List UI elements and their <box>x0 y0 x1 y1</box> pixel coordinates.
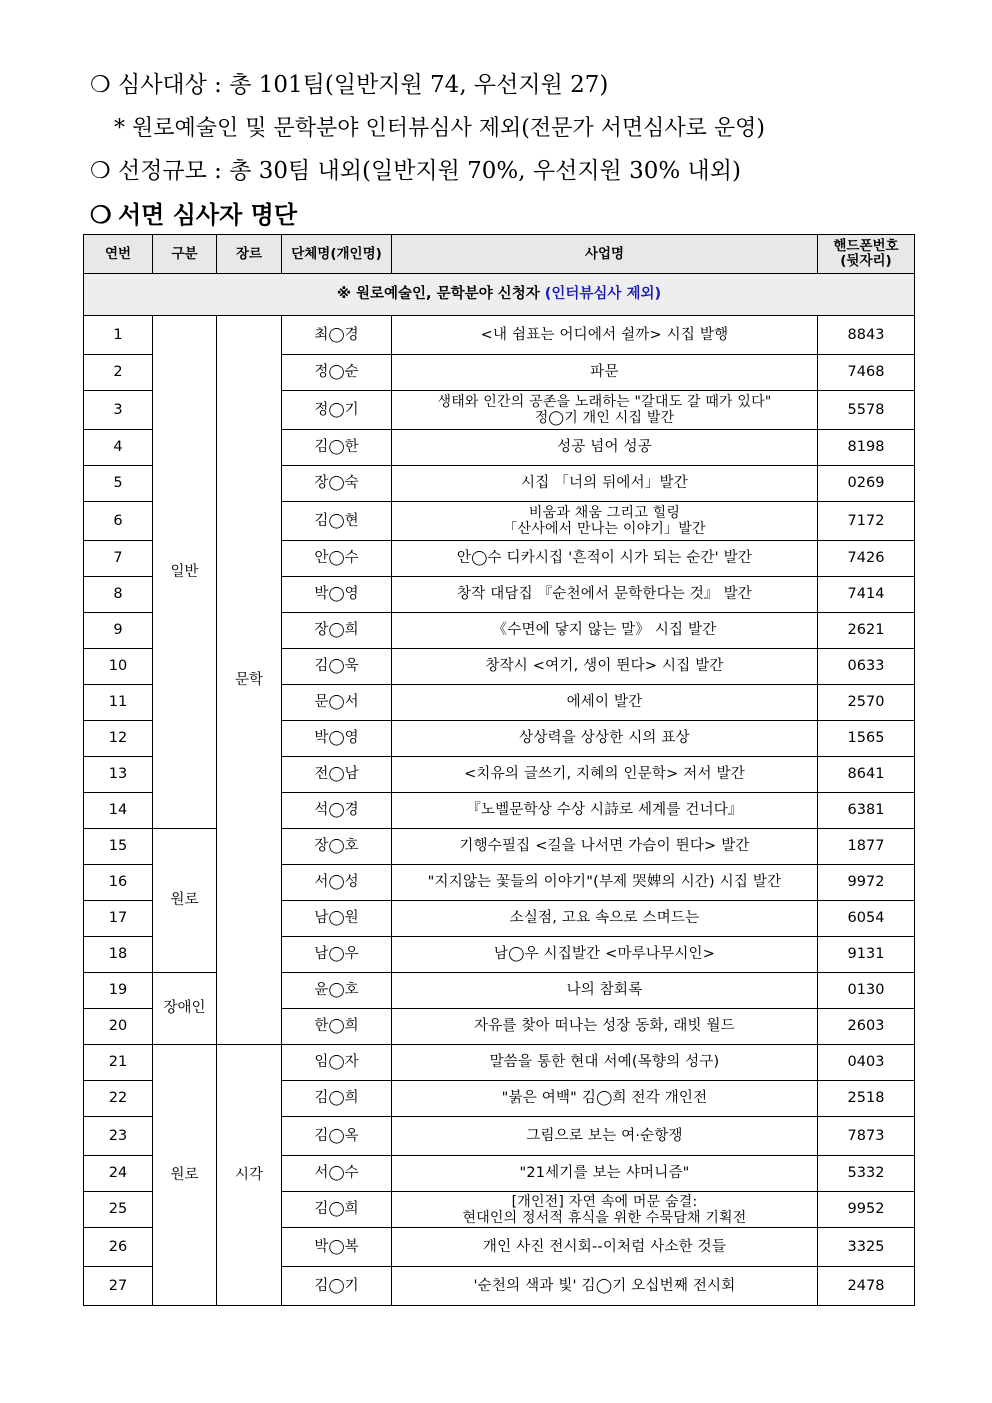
row-project: 상상력을 상상한 시의 표상 <box>392 721 818 757</box>
row-project: 말씀을 통한 현대 서예(목향의 성구) <box>392 1045 818 1081</box>
row-project <box>392 391 818 430</box>
row-name: 전◯남 <box>282 757 392 793</box>
row-name: 임◯자 <box>282 1045 392 1081</box>
row-no: 8 <box>84 577 153 613</box>
table-row <box>84 316 915 355</box>
row-project: 창작시 <여기, 생이 뛴다> 시집 발간 <box>392 649 818 685</box>
section-note-prefix: ※ 원로예술인, 문학분야 신청자 <box>336 286 545 302</box>
row-name: 안◯수 <box>282 541 392 577</box>
row-name: 서◯수 <box>282 1156 392 1192</box>
row-project: 창작 대담집 『순천에서 문학한다는 것』 발간 <box>392 577 818 613</box>
row-name: 김◯옥 <box>282 1117 392 1156</box>
row-no: 6 <box>84 502 153 541</box>
row-name: 박◯영 <box>282 577 392 613</box>
selection-scale-line <box>90 150 950 193</box>
row-project: 남◯우 시집발간 <마루나무시인> <box>392 937 818 973</box>
row-name: 김◯욱 <box>282 649 392 685</box>
row-phone: 0403 <box>818 1045 915 1081</box>
row-phone: 7873 <box>818 1117 915 1156</box>
row-phone: 6054 <box>818 901 915 937</box>
section-row <box>84 274 915 316</box>
row-no: 18 <box>84 937 153 973</box>
row-phone: 8198 <box>818 430 915 466</box>
row-project: 나의 참회록 <box>392 973 818 1009</box>
row-project-line2: 현대인의 정서적 휴식을 위한 수묵담채 기획전 <box>462 1209 747 1226</box>
row-no: 9 <box>84 613 153 649</box>
category-elder: 원로 <box>153 829 217 973</box>
reviewer-list-heading <box>90 193 950 236</box>
row-project-line1: 생태와 인간의 공존을 노래하는 "갈대도 갈 때가 있다" <box>437 394 772 410</box>
row-project: "21세기를 보는 샤머니즘" <box>392 1156 818 1192</box>
row-no: 19 <box>84 973 153 1009</box>
review-target-text: 심사대상 : 총 101팀(일반지원 74, 우선지원 27) <box>118 72 609 98</box>
row-no: 1 <box>84 316 153 355</box>
row-no: 7 <box>84 541 153 577</box>
row-project: 개인 사진 전시회--이처럼 사소한 것들 <box>392 1228 818 1267</box>
row-phone: 7172 <box>818 502 915 541</box>
row-no: 23 <box>84 1117 153 1156</box>
row-project: 성공 넘어 성공 <box>392 430 818 466</box>
row-name: 김◯현 <box>282 502 392 541</box>
row-phone: 0269 <box>818 466 915 502</box>
circle-bullet-icon: ❍ <box>90 72 111 98</box>
row-project: 에세이 발간 <box>392 685 818 721</box>
row-project: 자유를 찾아 떠나는 성장 동화, 래빗 월드 <box>392 1009 818 1045</box>
row-project-line1: 비움과 채움 그리고 힐링 <box>528 505 681 521</box>
header-project: 사업명 <box>392 235 818 274</box>
category-general: 일반 <box>153 316 217 829</box>
row-no: 10 <box>84 649 153 685</box>
row-no: 14 <box>84 793 153 829</box>
row-name: 박◯영 <box>282 721 392 757</box>
row-phone: 7426 <box>818 541 915 577</box>
row-name: 장◯숙 <box>282 466 392 502</box>
row-phone: 2478 <box>818 1267 915 1306</box>
row-phone: 1565 <box>818 721 915 757</box>
row-phone: 9131 <box>818 937 915 973</box>
row-project: 『노벨문학상 수상 시詩로 세계를 건너다』 <box>392 793 818 829</box>
row-no: 27 <box>84 1267 153 1306</box>
row-phone: 9952 <box>818 1192 915 1228</box>
bullet-list <box>90 64 950 236</box>
section-note-highlight: (인터뷰심사 제외) <box>544 286 662 302</box>
row-phone: 2621 <box>818 613 915 649</box>
row-name: 김◯희 <box>282 1081 392 1117</box>
row-no: 12 <box>84 721 153 757</box>
row-project: <치유의 글쓰기, 지혜의 인문학> 저서 발간 <box>392 757 818 793</box>
row-phone: 1877 <box>818 829 915 865</box>
row-no: 22 <box>84 1081 153 1117</box>
row-no: 17 <box>84 901 153 937</box>
header-phone-line1: 핸드폰번호 <box>833 238 899 254</box>
row-phone: 2603 <box>818 1009 915 1045</box>
row-project: 시집 「너의 뒤에서」발간 <box>392 466 818 502</box>
header-name: 단체명(개인명) <box>282 235 392 274</box>
row-name: 남◯원 <box>282 901 392 937</box>
row-project <box>392 1192 818 1228</box>
row-no: 16 <box>84 865 153 901</box>
row-name: 한◯희 <box>282 1009 392 1045</box>
row-no: 15 <box>84 829 153 865</box>
row-phone: 0633 <box>818 649 915 685</box>
selection-scale-text: 선정규모 : 총 30팀 내외(일반지원 70%, 우선지원 30% 내외) <box>118 158 741 184</box>
section-note <box>84 274 915 316</box>
row-phone: 3325 <box>818 1228 915 1267</box>
row-project-line2: 정◯기 개인 시집 발간 <box>534 410 675 426</box>
row-project-line1: [개인전] 자연 속에 머문 숨결: <box>511 1193 698 1210</box>
row-phone: 9972 <box>818 865 915 901</box>
table-row <box>84 973 915 1009</box>
table-row <box>84 1045 915 1081</box>
row-phone: 2518 <box>818 1081 915 1117</box>
row-no: 21 <box>84 1045 153 1081</box>
row-project: 그림으로 보는 여·순항쟁 <box>392 1117 818 1156</box>
header-phone <box>818 235 915 274</box>
row-no: 25 <box>84 1192 153 1228</box>
header-no: 연번 <box>84 235 153 274</box>
row-phone: 8843 <box>818 316 915 355</box>
row-name: 석◯경 <box>282 793 392 829</box>
row-name: 김◯한 <box>282 430 392 466</box>
row-no: 24 <box>84 1156 153 1192</box>
row-project-line2: 「산사에서 만나는 이야기」발간 <box>503 521 706 537</box>
row-name: 최◯경 <box>282 316 392 355</box>
row-phone: 5332 <box>818 1156 915 1192</box>
row-phone: 6381 <box>818 793 915 829</box>
row-phone: 7414 <box>818 577 915 613</box>
row-name: 정◯순 <box>282 355 392 391</box>
row-name: 장◯희 <box>282 613 392 649</box>
circle-bullet-icon: ❍ <box>90 200 112 229</box>
row-project: 기행수필집 <길을 나서면 가슴이 뛴다> 발간 <box>392 829 818 865</box>
row-name: 서◯성 <box>282 865 392 901</box>
row-phone: 7468 <box>818 355 915 391</box>
row-name: 정◯기 <box>282 391 392 430</box>
review-note-line: * 원로예술인 및 문학분야 인터뷰심사 제외(전문가 서면심사로 운영) <box>114 116 765 141</box>
row-no: 5 <box>84 466 153 502</box>
row-project: "지지않는 꽃들의 이야기"(부제 哭婢의 시간) 시집 발간 <box>392 865 818 901</box>
row-name: 윤◯호 <box>282 973 392 1009</box>
row-name: 문◯서 <box>282 685 392 721</box>
row-no: 2 <box>84 355 153 391</box>
table-row <box>84 829 915 865</box>
row-phone: 8641 <box>818 757 915 793</box>
category-disabled: 장애인 <box>153 973 217 1045</box>
row-name: 김◯희 <box>282 1192 392 1228</box>
genre-literature: 문학 <box>217 316 282 1045</box>
row-project: <내 쉼표는 어디에서 쉴까> 시집 발행 <box>392 316 818 355</box>
reviewer-table <box>83 234 915 1306</box>
row-project: 《수면에 닿지 않는 말》 시집 발간 <box>392 613 818 649</box>
header-category: 구분 <box>153 235 217 274</box>
row-no: 26 <box>84 1228 153 1267</box>
row-project: "붉은 여백" 김◯희 전각 개인전 <box>392 1081 818 1117</box>
row-name: 김◯기 <box>282 1267 392 1306</box>
header-genre: 장르 <box>217 235 282 274</box>
reviewer-list-heading-text: 서면 심사자 명단 <box>118 200 297 229</box>
table-header-row <box>84 235 915 274</box>
row-project: '순천의 색과 빛' 김◯기 오십번째 전시회 <box>392 1267 818 1306</box>
header-phone-line2: (뒷자리) <box>840 253 892 269</box>
row-name: 박◯복 <box>282 1228 392 1267</box>
row-project: 안◯수 디카시집 '흔적이 시가 되는 순간' 발간 <box>392 541 818 577</box>
row-no: 11 <box>84 685 153 721</box>
row-no: 13 <box>84 757 153 793</box>
row-name: 장◯호 <box>282 829 392 865</box>
row-name: 남◯우 <box>282 937 392 973</box>
review-target-line <box>90 64 950 107</box>
row-phone: 2570 <box>818 685 915 721</box>
row-project <box>392 502 818 541</box>
row-phone: 5578 <box>818 391 915 430</box>
row-no: 3 <box>84 391 153 430</box>
row-project: 소실점, 고요 속으로 스며드는 <box>392 901 818 937</box>
row-no: 20 <box>84 1009 153 1045</box>
row-project: 파문 <box>392 355 818 391</box>
row-phone: 0130 <box>818 973 915 1009</box>
genre-visual: 시각 <box>217 1045 282 1306</box>
category-elder-visual: 원로 <box>153 1045 217 1306</box>
row-no: 4 <box>84 430 153 466</box>
circle-bullet-icon: ❍ <box>90 158 111 184</box>
